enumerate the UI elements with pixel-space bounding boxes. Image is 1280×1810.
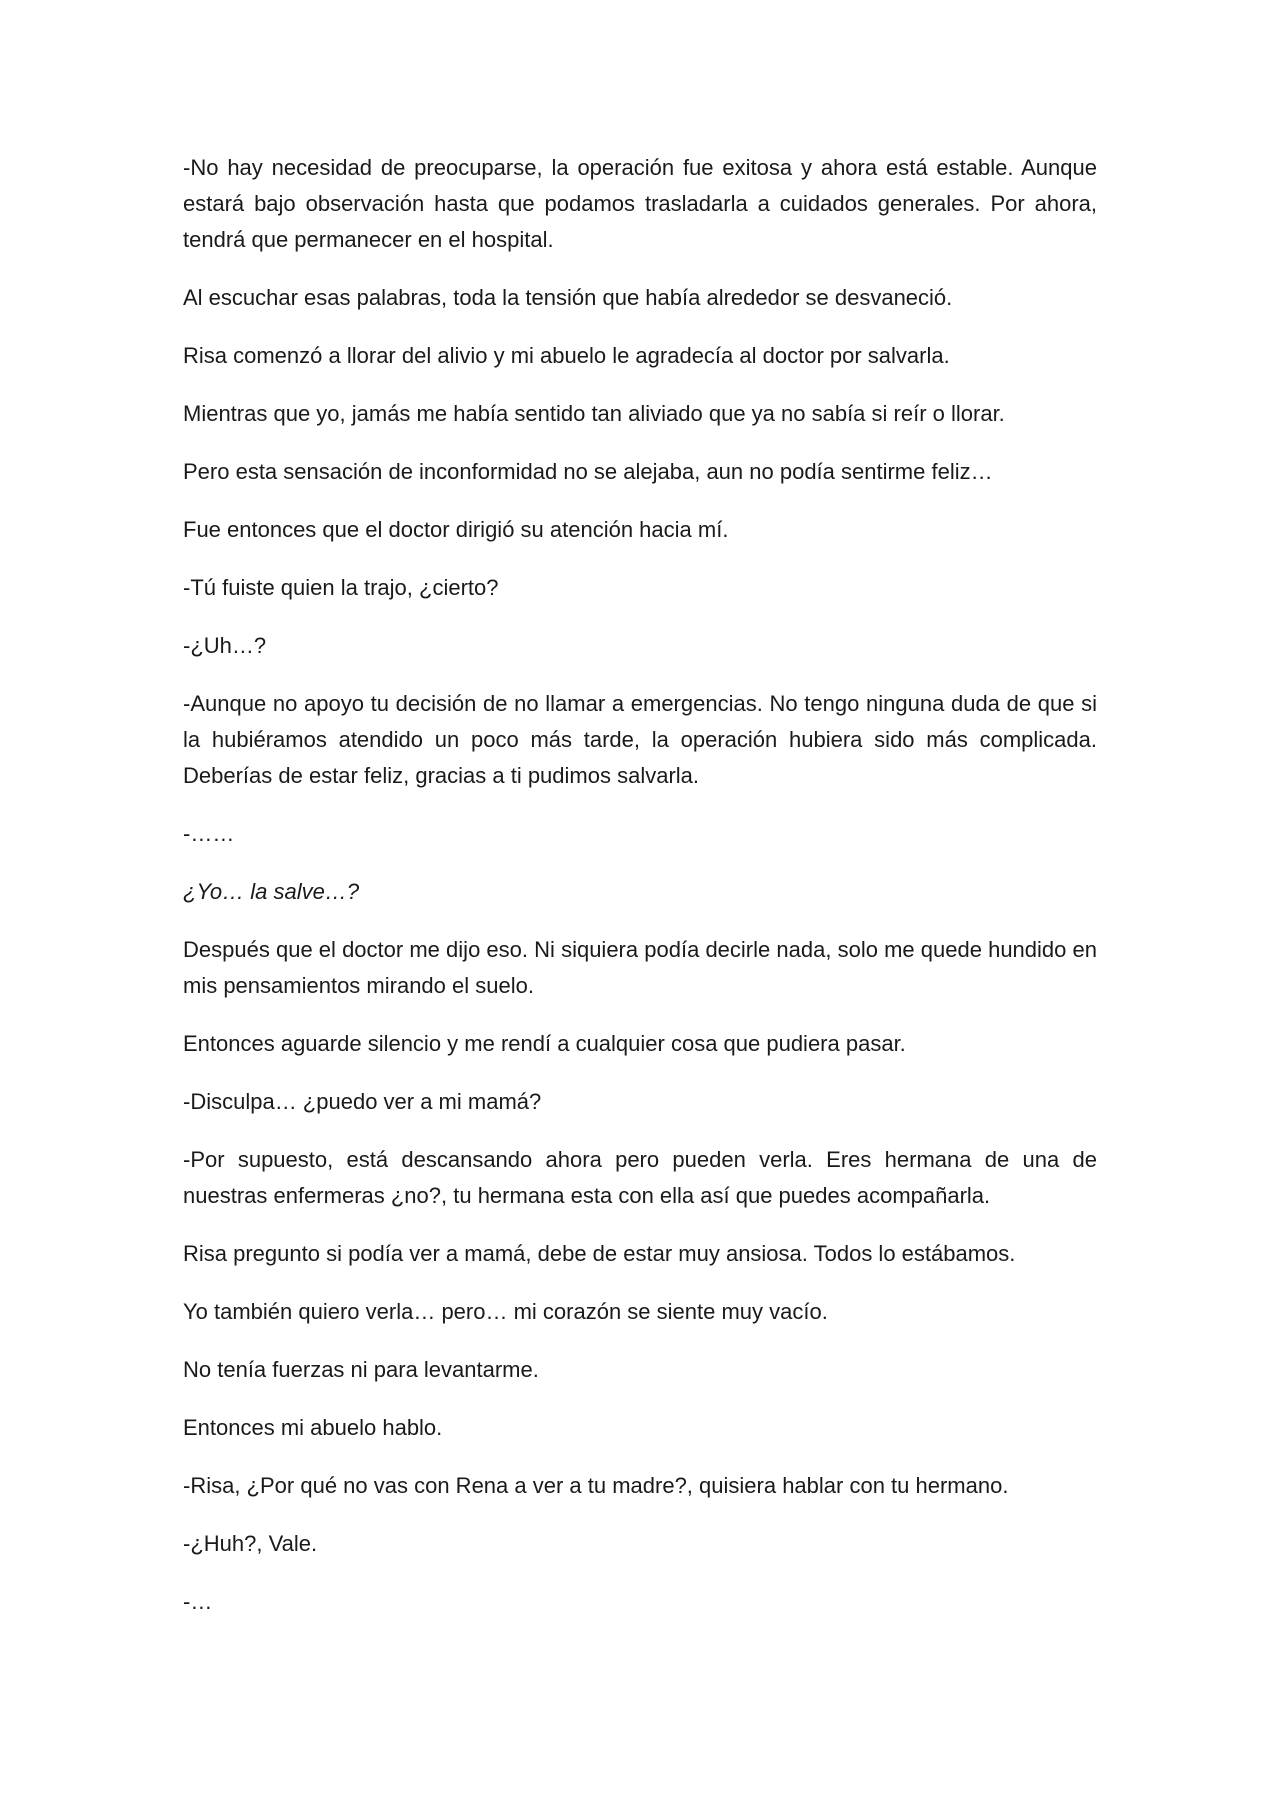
paragraph: -No hay necesidad de preocuparse, la operación fue exitosa y ahora está estable. Aunque estará bajo observación hasta que podamos trasladarla a cuidados generales. Por ahora, tendrá que permanecer en el hospital.: [183, 155, 1097, 252]
document-body: [183, 150, 1097, 1642]
dialogue-line: -Tú fuiste quien la trajo, ¿cierto?: [183, 575, 499, 600]
dialogue-line: -Risa, ¿Por qué no vas con Rena a ver a tu madre?, quisiera hablar con tu hermano.: [183, 1473, 1009, 1498]
dialogue-line: -Por supuesto, está descansando ahora pero pueden verla. Eres hermana de una de nuestras enfermeras ¿no?, tu hermana esta con ella así que puedes acompañarla.: [183, 1147, 1097, 1208]
dialogue-line: -¿Huh?, Vale.: [183, 1531, 318, 1556]
dialogue-line: -Disculpa… ¿puedo ver a mi mamá?: [183, 1089, 542, 1114]
dialogue-line: -…: [183, 1589, 213, 1614]
paragraph: Yo también quiero verla… pero… mi corazón se siente muy vacío.: [183, 1299, 828, 1324]
dialogue-line: -¿Uh…?: [183, 633, 267, 658]
paragraph: Mientras que yo, jamás me había sentido tan aliviado que ya no sabía si reír o llorar.: [183, 401, 1005, 426]
paragraph: Risa pregunto si podía ver a mamá, debe de estar muy ansiosa. Todos lo estábamos.: [183, 1241, 1016, 1266]
paragraph: Pero esta sensación de inconformidad no se alejaba, aun no podía sentirme feliz…: [183, 459, 993, 484]
paragraph: Risa comenzó a llorar del alivio y mi abuelo le agradecía al doctor por salvarla.: [183, 343, 950, 368]
paragraph: Fue entonces que el doctor dirigió su atención hacia mí.: [183, 517, 729, 542]
dialogue-line: -Aunque no apoyo tu decisión de no llamar a emergencias. No tengo ninguna duda de que si la hubiéramos atendido un poco más tarde, la operación hubiera sido más complicada. Deberías de estar feliz, gracias a ti pudimos salvarla.: [183, 691, 1097, 788]
inner-thought: ¿Yo… la salve…?: [183, 879, 360, 904]
dialogue-line: -……: [183, 821, 235, 846]
paragraph: Después que el doctor me dijo eso. Ni siquiera podía decirle nada, solo me quede hundido en mis pensamientos mirando el suelo.: [183, 937, 1097, 998]
paragraph: Al escuchar esas palabras, toda la tensión que había alrededor se desvaneció.: [183, 285, 953, 310]
paragraph: Entonces mi abuelo hablo.: [183, 1415, 443, 1440]
paragraph: No tenía fuerzas ni para levantarme.: [183, 1357, 539, 1382]
paragraph: Entonces aguarde silencio y me rendí a cualquier cosa que pudiera pasar.: [183, 1031, 906, 1056]
